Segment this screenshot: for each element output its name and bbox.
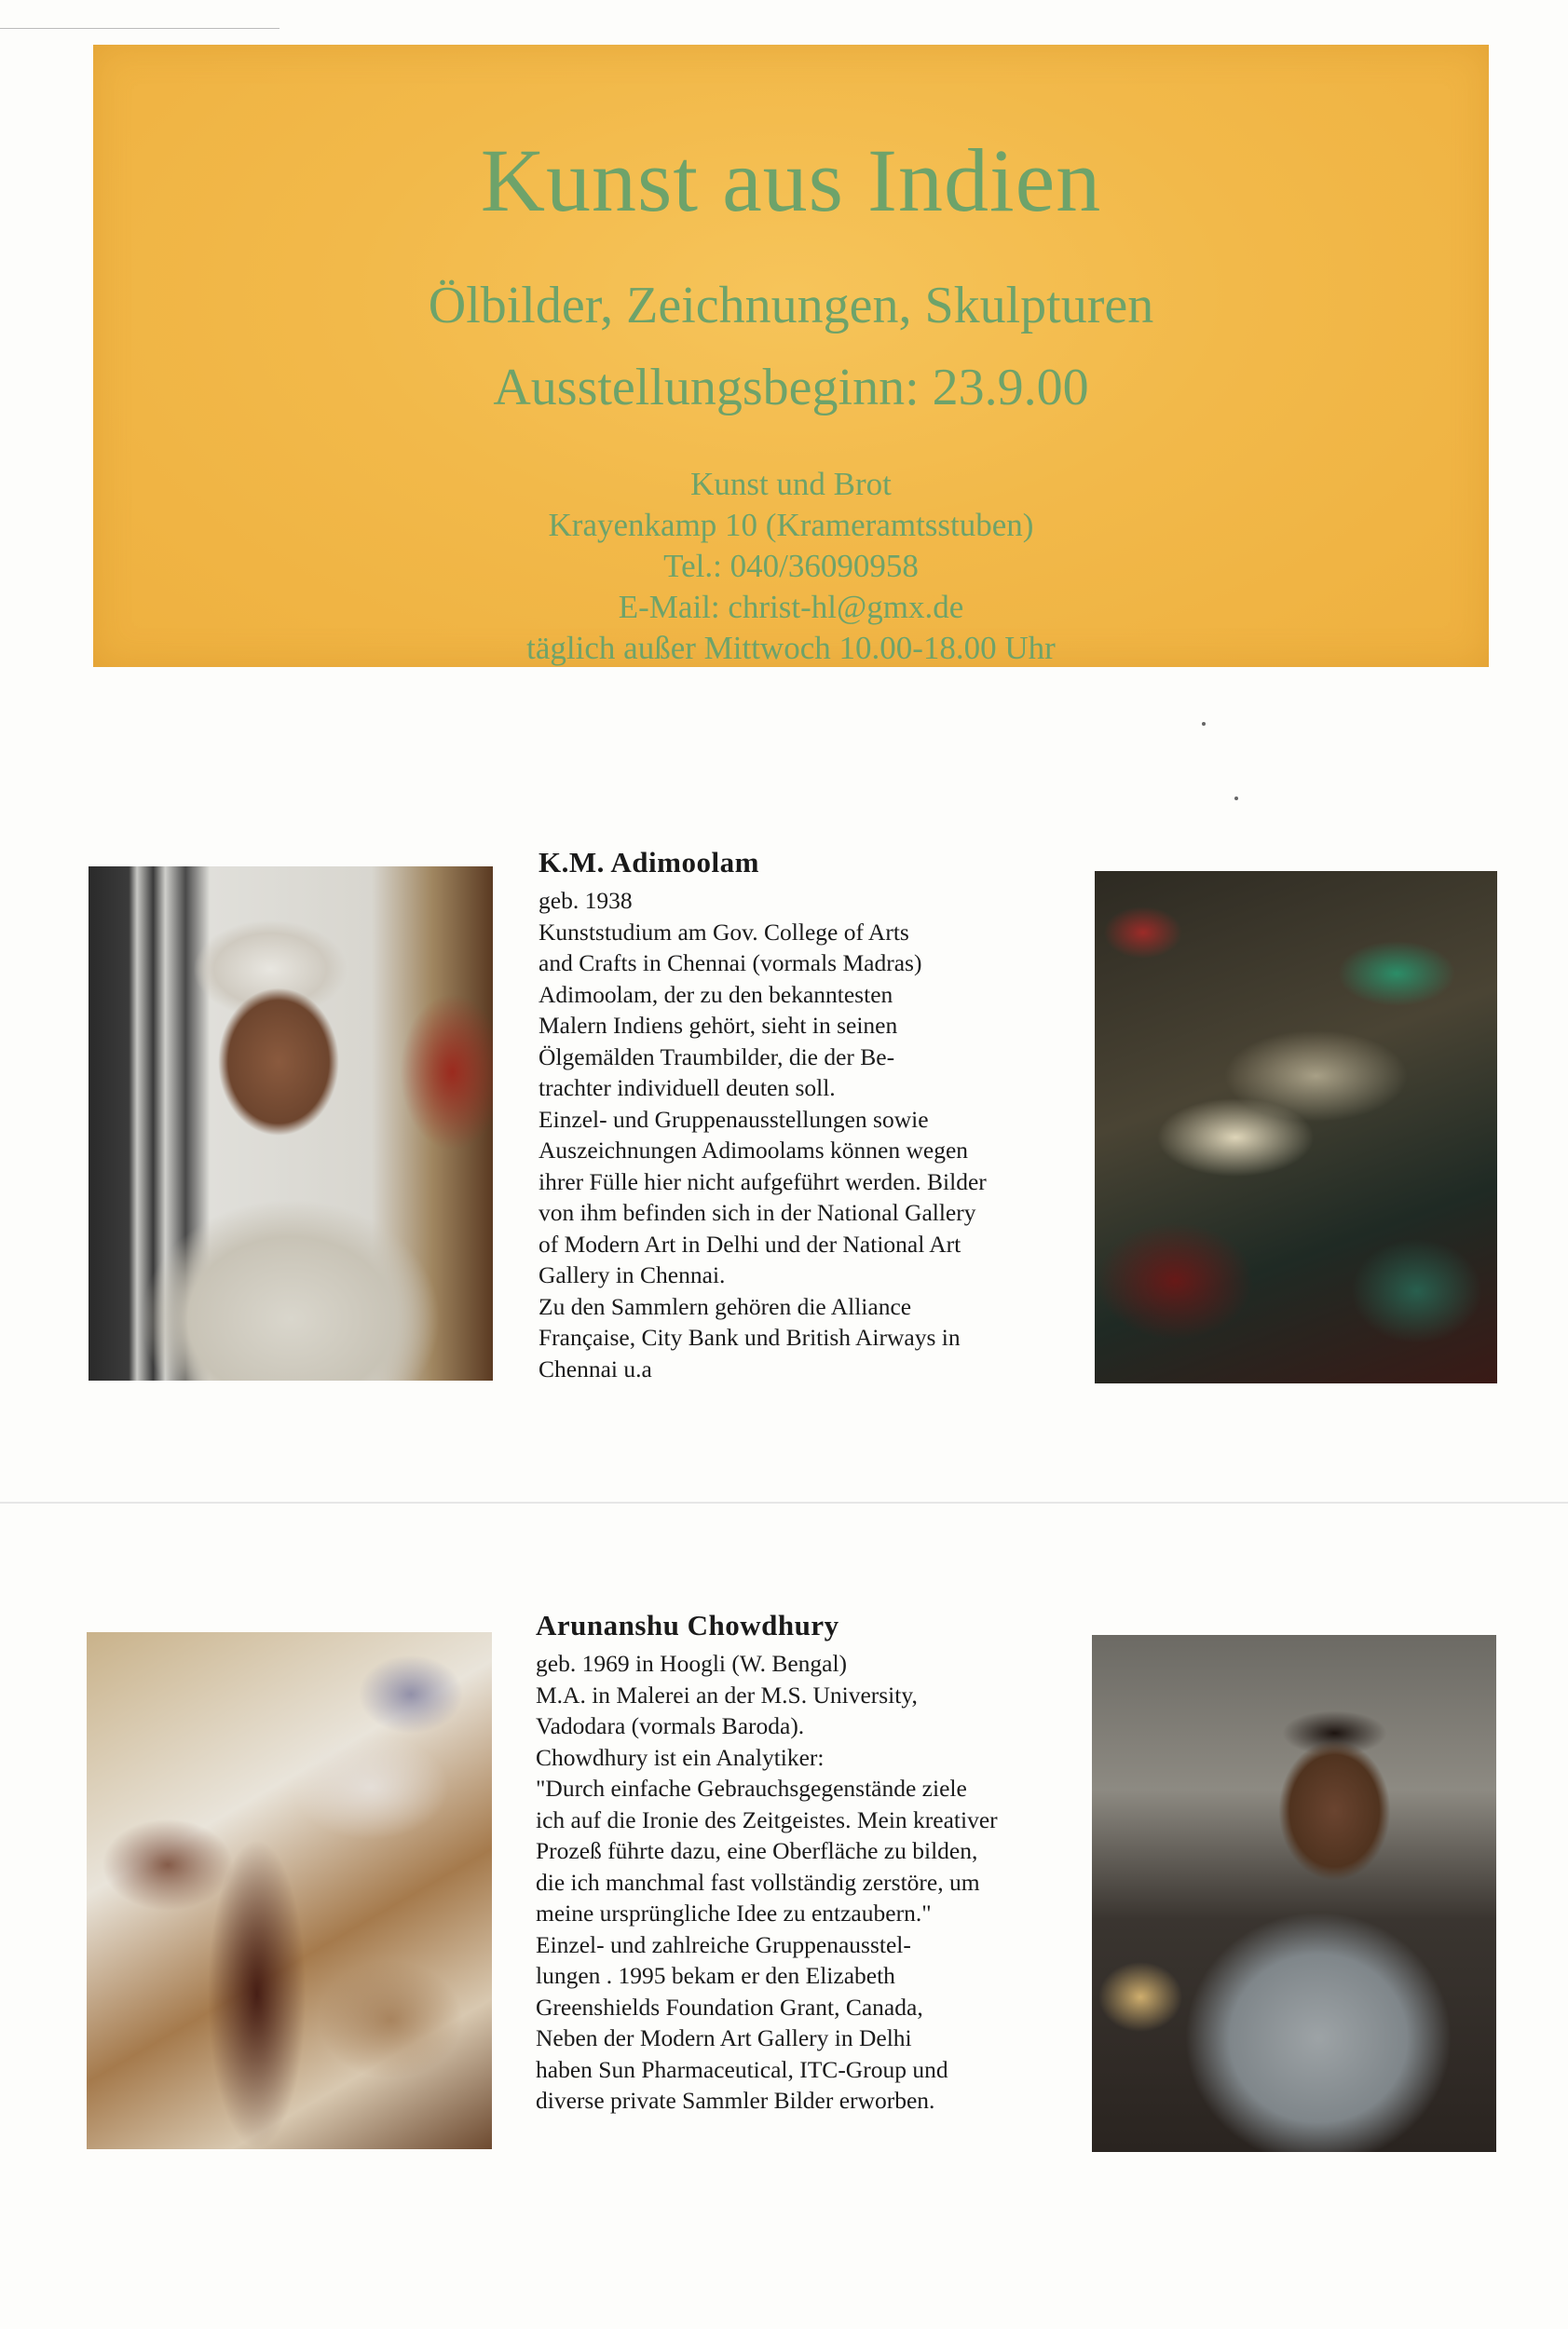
bio-line: Adimoolam, der zu den bekanntesten	[539, 980, 893, 1008]
venue-address: Krayenkamp 10 (Krameramtsstuben)	[548, 507, 1034, 543]
bio-line: ihrer Fülle hier nicht aufgeführt werden. Bilder	[539, 1167, 987, 1195]
bio-line: Malern Indiens gehört, sieht in seinen	[539, 1012, 898, 1039]
artist-bio-adimoolam	[539, 885, 987, 1384]
artist-name-adimoolam: K.M. Adimoolam	[539, 846, 759, 878]
venue-phone: Tel.: 040/36090958	[663, 548, 919, 584]
bio-line: meine ursprüngliche Idee zu entzaubern."	[536, 1900, 932, 1927]
venue-name: Kunst und Brot	[690, 466, 892, 502]
bio-line: von ihm befinden sich in der National Gallery	[539, 1199, 976, 1226]
venue-info	[93, 464, 1489, 669]
bio-line: ich auf die Ironie des Zeitgeistes. Mein kreativer	[536, 1805, 998, 1833]
exhibition-banner	[93, 45, 1489, 667]
bio-line: Greenshields Foundation Grant, Canada,	[536, 1993, 923, 2021]
artwork-adimoolam	[1095, 871, 1497, 1383]
bio-line: and Crafts in Chennai (vormals Madras)	[539, 949, 922, 976]
banner-subtitle: Ölbilder, Zeichnungen, Skulpturen	[428, 277, 1154, 334]
artist-bio-chowdhury	[536, 1648, 998, 2117]
artist-portrait-chowdhury	[1092, 1635, 1496, 2152]
bio-line: Einzel- und zahlreiche Gruppenausstel-	[536, 1930, 911, 1958]
bio-line: Auszeichnungen Adimoolams können wegen	[539, 1137, 969, 1164]
exhibition-start: Ausstellungsbeginn: 23.9.00	[493, 359, 1089, 416]
bio-line: die ich manchmal fast vollständig zerstöre, um	[536, 1868, 980, 1896]
bio-line: of Modern Art in Delhi und der National Art	[539, 1230, 961, 1258]
venue-hours: täglich außer Mittwoch 10.00-18.00 Uhr	[526, 630, 1056, 666]
scan-edge-line	[0, 28, 280, 29]
artist-name-chowdhury: Arunanshu Chowdhury	[536, 1609, 839, 1641]
bio-line: Gallery in Chennai.	[539, 1261, 726, 1288]
bio-line: Vadodara (vormals Baroda).	[536, 1712, 805, 1739]
bio-line: haben Sun Pharmaceutical, ITC-Group und	[536, 2055, 948, 2083]
bio-line: Prozeß führte dazu, eine Oberfläche zu bilden,	[536, 1837, 978, 1864]
bio-line: Ölgemälden Traumbilder, die der Be-	[539, 1042, 895, 1070]
bio-line: diverse private Sammler Bilder erworben.	[536, 2087, 935, 2114]
artist-portrait-adimoolam	[89, 866, 493, 1381]
bio-line: Française, City Bank und British Airways in	[539, 1324, 961, 1351]
bio-line: Einzel- und Gruppenausstellungen sowie	[539, 1105, 929, 1133]
bio-line: Chennai u.a	[539, 1355, 652, 1382]
bio-line: Neben der Modern Art Gallery in Delhi	[536, 2024, 912, 2051]
scan-speck	[1202, 722, 1206, 726]
bio-line: "Durch einfache Gebrauchsgegenstände ziele	[536, 1775, 967, 1802]
section-divider	[0, 1502, 1568, 1504]
artwork-chowdhury	[87, 1632, 492, 2149]
banner-title: Kunst aus Indien	[480, 130, 1102, 230]
bio-line: M.A. in Malerei an der M.S. University,	[536, 1681, 918, 1709]
bio-line: Chowdhury ist ein Analytiker:	[536, 1743, 825, 1771]
bio-line: geb. 1969 in Hoogli (W. Bengal)	[536, 1650, 848, 1677]
bio-line: lungen . 1995 bekam er den Elizabeth	[536, 1962, 895, 1989]
bio-line: trachter individuell deuten soll.	[539, 1074, 836, 1101]
bio-line: geb. 1938	[539, 887, 633, 914]
scan-speck	[1234, 797, 1238, 800]
bio-line: Kunststudium am Gov. College of Arts	[539, 918, 909, 946]
venue-email: E-Mail: christ-hl@gmx.de	[618, 589, 964, 625]
bio-line: Zu den Sammlern gehören die Alliance	[539, 1292, 912, 1320]
